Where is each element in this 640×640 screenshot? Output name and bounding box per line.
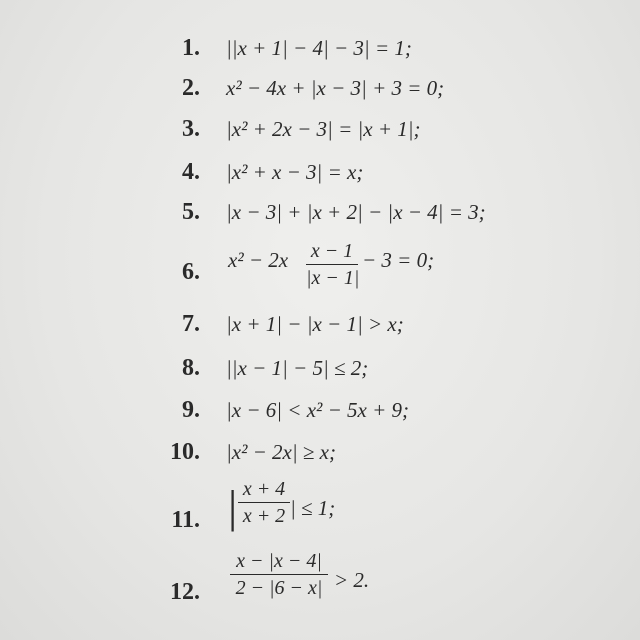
problem-number: 7. (182, 311, 200, 337)
problem-expression: |x² + x − 3| = x; (226, 160, 364, 184)
fraction (230, 550, 328, 599)
fraction (238, 478, 290, 527)
fraction-numerator: x + 4 (242, 478, 286, 500)
fraction-denominator: x + 2 (242, 505, 286, 528)
fraction-numerator: x − 1 (310, 240, 354, 262)
fraction-numerator: x − |x − 4| (236, 550, 322, 572)
fraction-bar (306, 264, 358, 265)
problem-expression-suffix: > 2. (334, 568, 370, 592)
problem-number: 6. (182, 259, 200, 285)
problem-expression: ||x + 1| − 4| − 3| = 1; (226, 36, 412, 60)
problem-expression-suffix: | ≤ 1; (290, 496, 336, 520)
problem-expression: |x² + 2x − 3| = |x + 1|; (226, 117, 421, 141)
fraction-bar (230, 574, 328, 575)
problem-expression-prefix: x² − 2x (228, 248, 289, 272)
problem-6 (0, 240, 640, 300)
problem-number: 10. (170, 439, 200, 465)
problem-expression: ||x − 1| − 5| ≤ 2; (226, 356, 369, 380)
problem-expression-suffix: − 3 = 0; (362, 248, 435, 272)
problem-expression: |x² − 2x| ≥ x; (226, 440, 336, 464)
problem-number: 11. (171, 507, 200, 533)
problem-expression: |x − 6| < x² − 5x + 9; (226, 398, 409, 422)
fraction-denominator: 2 − |6 − x| (235, 577, 323, 600)
problem-11 (0, 478, 640, 540)
problem-12 (0, 550, 640, 616)
problem-expression: x² − 4x + |x − 3| + 3 = 0; (226, 76, 445, 100)
problem-number: 1. (182, 35, 200, 61)
fraction-denominator: |x − 1| (306, 267, 360, 290)
problem-number: 9. (182, 397, 200, 423)
problem-number: 12. (170, 579, 200, 605)
fraction-bar (238, 502, 290, 503)
problem-number: 8. (182, 355, 200, 381)
problem-expression: |x − 3| + |x + 2| − |x − 4| = 3; (226, 200, 486, 224)
problem-expression: |x + 1| − |x − 1| > x; (226, 312, 404, 336)
problem-number: 5. (182, 199, 200, 225)
problem-number: 4. (182, 159, 200, 185)
problem-expression-prefix: | (228, 481, 238, 532)
problem-number: 3. (182, 116, 200, 142)
fraction (306, 240, 358, 289)
problem-number: 2. (182, 75, 200, 101)
